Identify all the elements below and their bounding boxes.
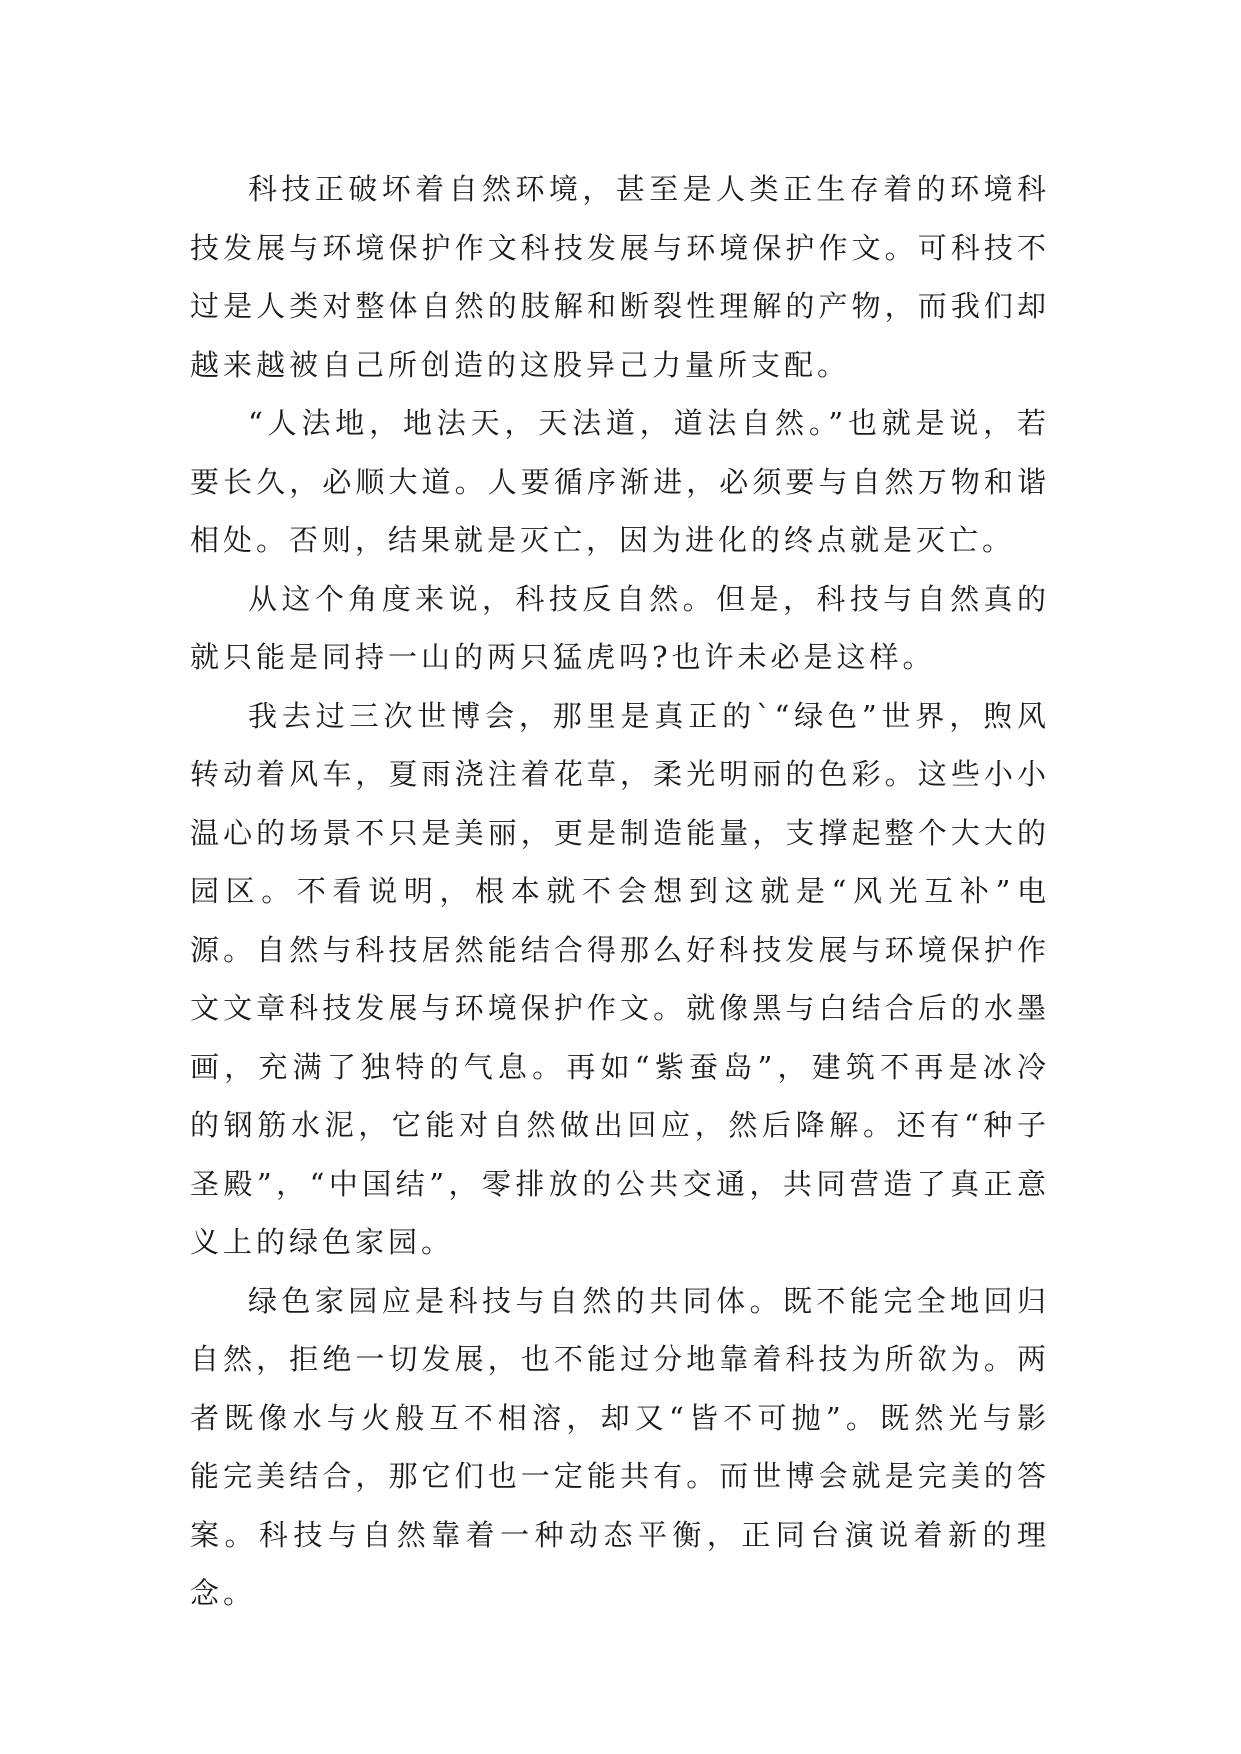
paragraph-1: 科技正破坏着自然环境，甚至是人类正生存着的环境科技发展与环境保护作文科技发展与环境保护作文。可科技不过是人类对整体自然的肢解和断裂性理解的产物，而我们却越来越被自己所创造的这股异己力量所支配。 bbox=[190, 172, 1050, 382]
paragraph-5: 绿色家园应是科技与自然的共同体。既不能完全地回归自然，拒绝一切发展，也不能过分地靠着科技为所欲为。两者既像水与火般互不相溶，却又“皆不可抛”。既然光与影能完美结合，那它们也一定能共有。而世博会就是完美的答案。科技与自然靠着一种动态平衡，正同台演说着新的理念。 bbox=[190, 1283, 1050, 1610]
document-body bbox=[190, 160, 1050, 1623]
paragraph-2: “人法地，地法天，天法道，道法自然。”也就是说，若要长久，必顺大道。人要循序渐进，必须要与自然万物和谐相处。否则，结果就是灭亡，因为进化的终点就是灭亡。 bbox=[190, 406, 1050, 557]
paragraph-4: 我去过三次世博会，那里是真正的`“绿色”世界，煦风转动着风车，夏雨浇注着花草，柔光明丽的色彩。这些小小温心的场景不只是美丽，更是制造能量，支撑起整个大大的园区。不看说明，根本就不会想到这就是“风光互补”电源。自然与科技居然能结合得那么好科技发展与环境保护作文文章科技发展与环境保护作文。就像黑与白结合后的水墨画，充满了独特的气息。再如“紫蚕岛”，建筑不再是冰冷的钢筋水泥，它能对自然做出回应，然后降解。还有“种子圣殿”，“中国结”，零排放的公共交通，共同营造了真正意义上的绿色家园。 bbox=[190, 698, 1050, 1259]
paragraph-3: 从这个角度来说，科技反自然。但是，科技与自然真的就只能是同持一山的两只猛虎吗?也许未必是这样。 bbox=[190, 581, 1050, 674]
